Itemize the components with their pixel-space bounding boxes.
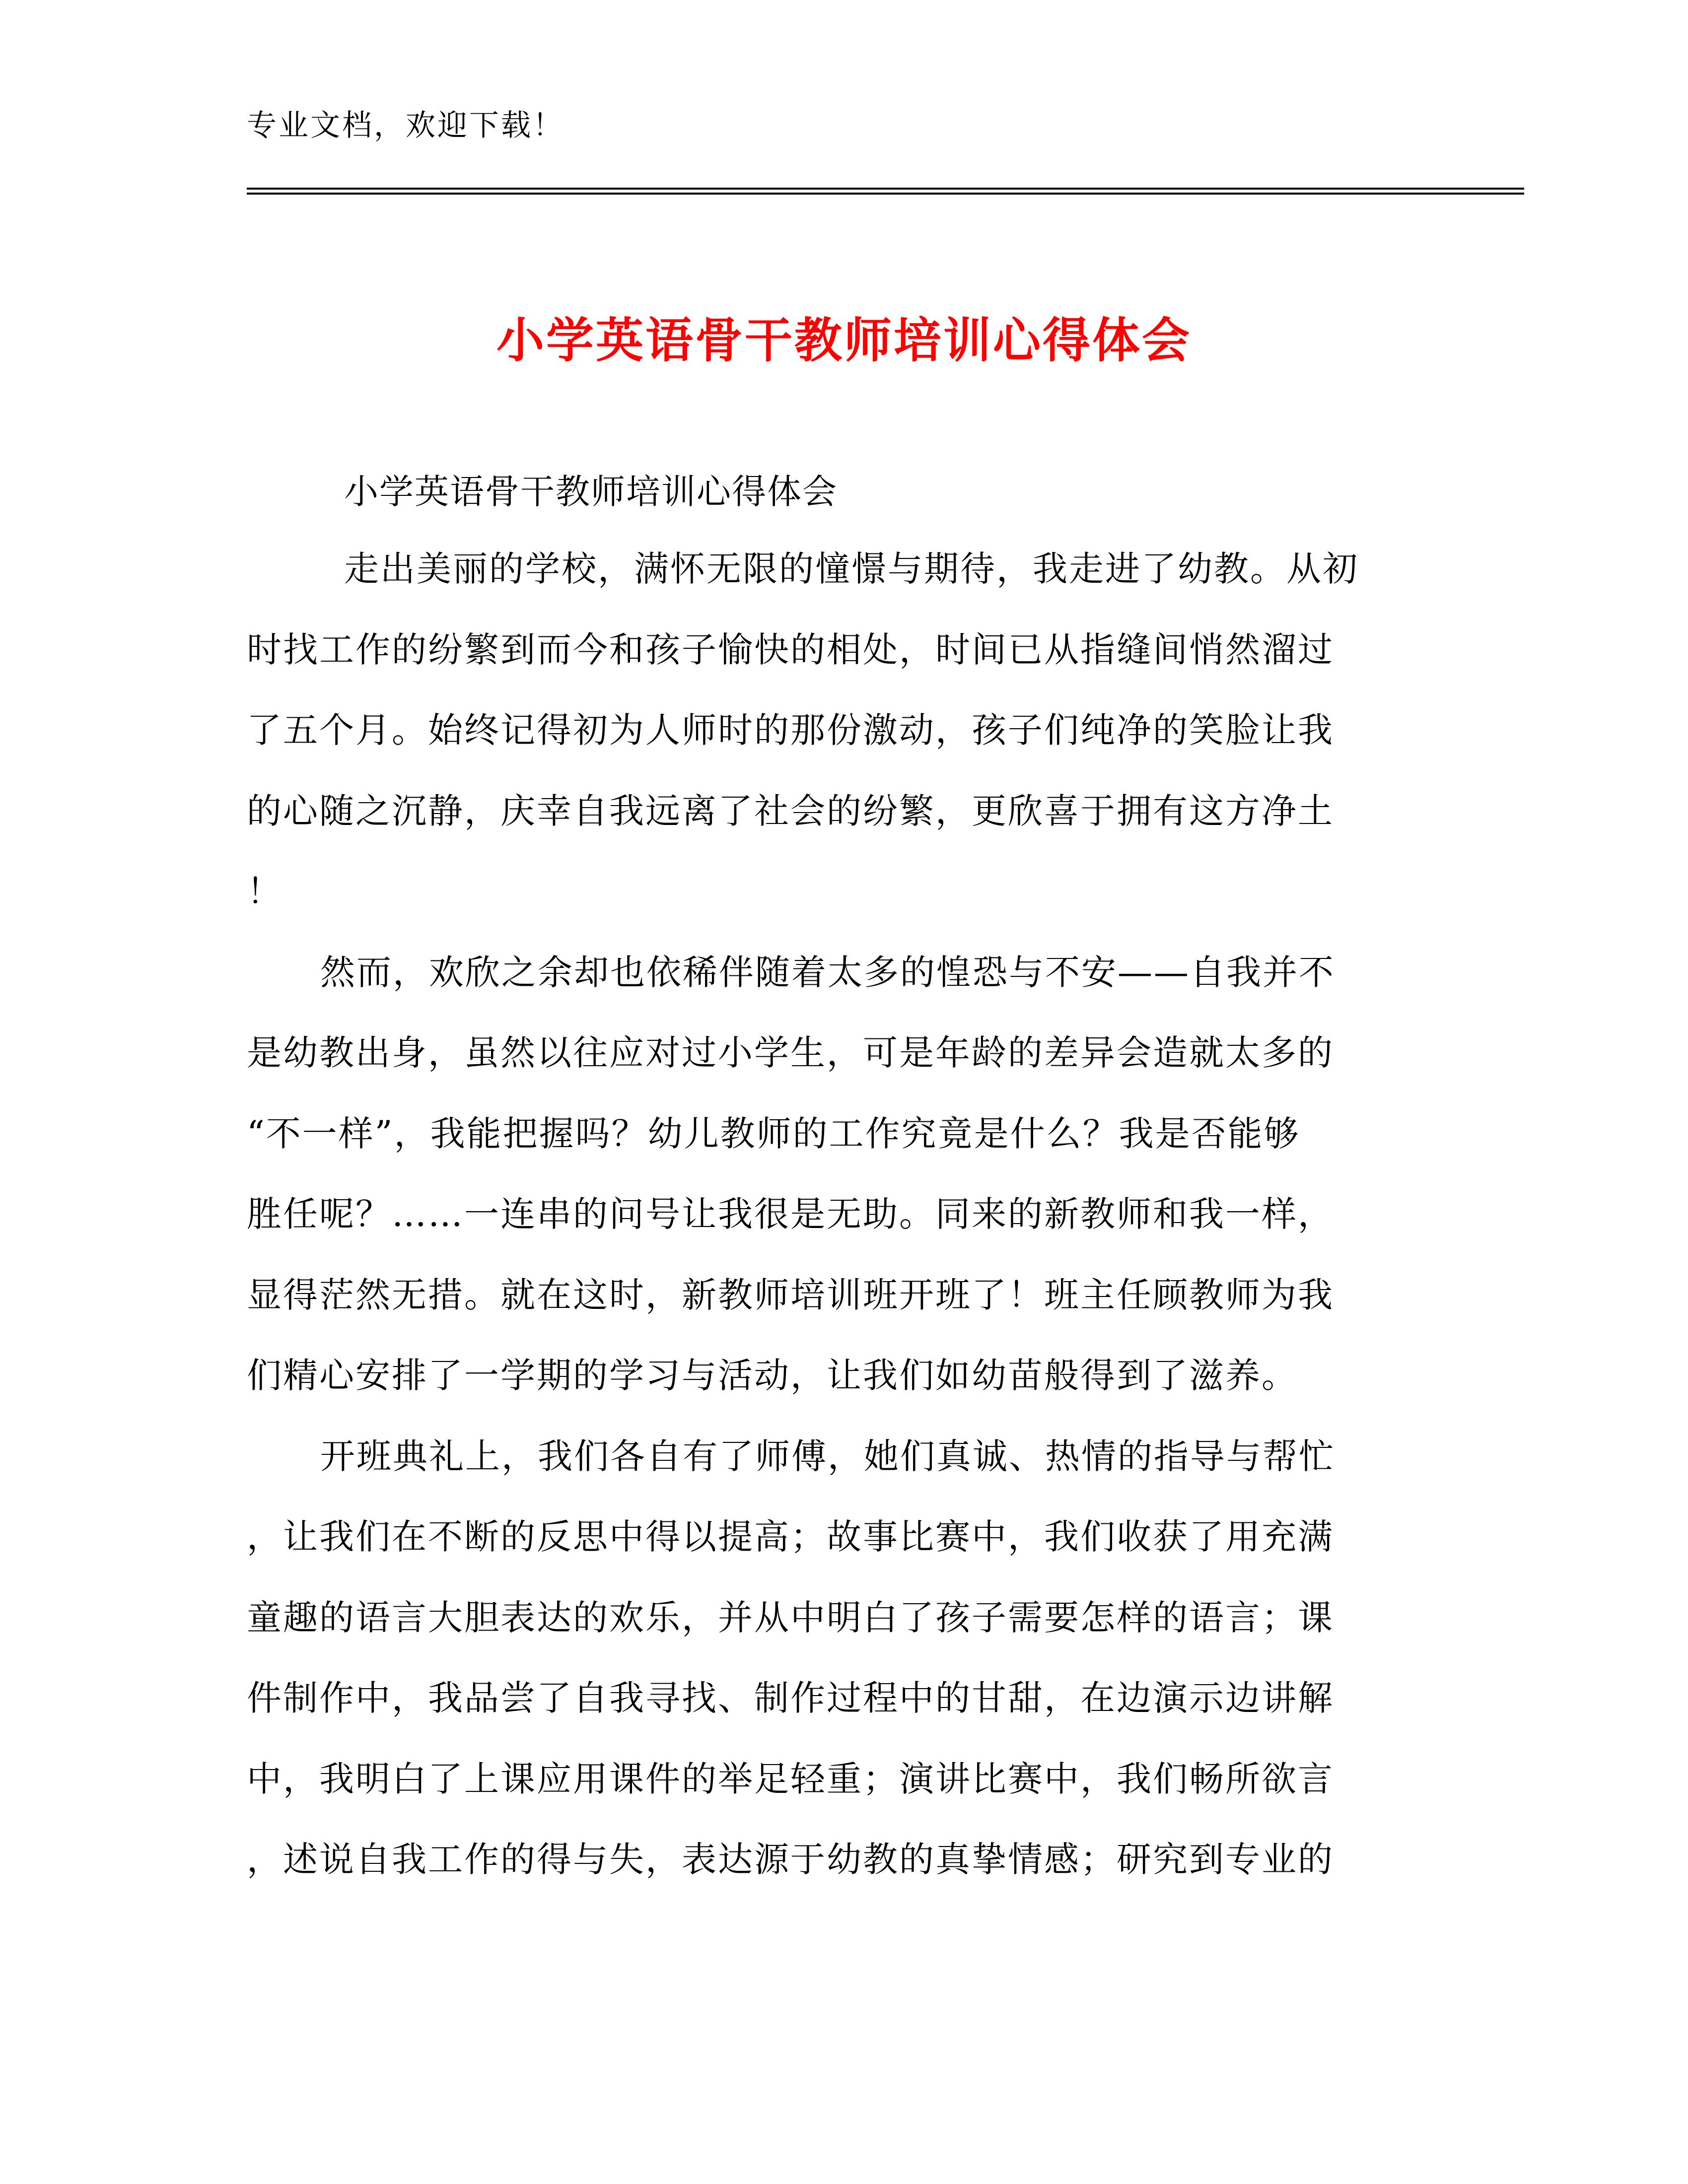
body-line: 胜任呢？……一连串的问号让我很是无助。同来的新教师和我一样，	[247, 1194, 1334, 1234]
header-note: 专业文档，欢迎下载！	[247, 108, 564, 143]
body-line: 童趣的语言大胆表达的欢乐，并从中明白了孩子需要怎样的语言；课	[247, 1597, 1334, 1638]
body-line: 件制作中，我品尝了自我寻找、制作过程中的甘甜，在边演示边讲解	[247, 1678, 1334, 1718]
body-line: “不一样”，我能把握吗？幼儿教师的工作究竟是什么？我是否能够	[247, 1113, 1300, 1154]
body-line: ！	[247, 871, 283, 912]
body-line: 走出美丽的学校，满怀无限的憧憬与期待，我走进了幼教。从初	[344, 548, 1359, 589]
document-title: 小学英语骨干教师培训心得体会	[496, 313, 1192, 368]
body-line: 中，我明白了上课应用课件的举足轻重；演讲比赛中，我们畅所欲言	[247, 1759, 1334, 1799]
body-line: 是幼教出身，虽然以往应对过小学生，可是年龄的差异会造就太多的	[247, 1032, 1334, 1073]
body-line: 的心随之沉静，庆幸自我远离了社会的纷繁，更欣喜于拥有这方净土	[247, 791, 1334, 831]
body-line: 显得茫然无措。就在这时，新教师培训班开班了！班主任顾教师为我	[247, 1275, 1334, 1315]
header-divider	[247, 188, 1524, 195]
body-line: ，让我们在不断的反思中得以提高；故事比赛中，我们收获了用充满	[247, 1516, 1334, 1557]
body-line: 时找工作的纷繁到而今和孩子愉快的相处，时间已从指缝间悄然溜过	[247, 629, 1334, 670]
document-subtitle: 小学英语骨干教师培训心得体会	[344, 472, 838, 512]
body-line: 开班典礼上，我们各自有了师傅，她们真诚、热情的指导与帮忙	[320, 1436, 1335, 1477]
body-line: 然而，欢欣之余却也依稀伴随着太多的惶恐与不安——自我并不	[320, 952, 1335, 993]
body-line: ，述说自我工作的得与失，表达源于幼教的真挚情感；研究到专业的	[247, 1839, 1334, 1880]
body-line: 们精心安排了一学期的学习与活动，让我们如幼苗般得到了滋养。	[247, 1355, 1298, 1396]
body-line: 了五个月。始终记得初为人师时的那份激动，孩子们纯净的笑脸让我	[247, 710, 1334, 751]
